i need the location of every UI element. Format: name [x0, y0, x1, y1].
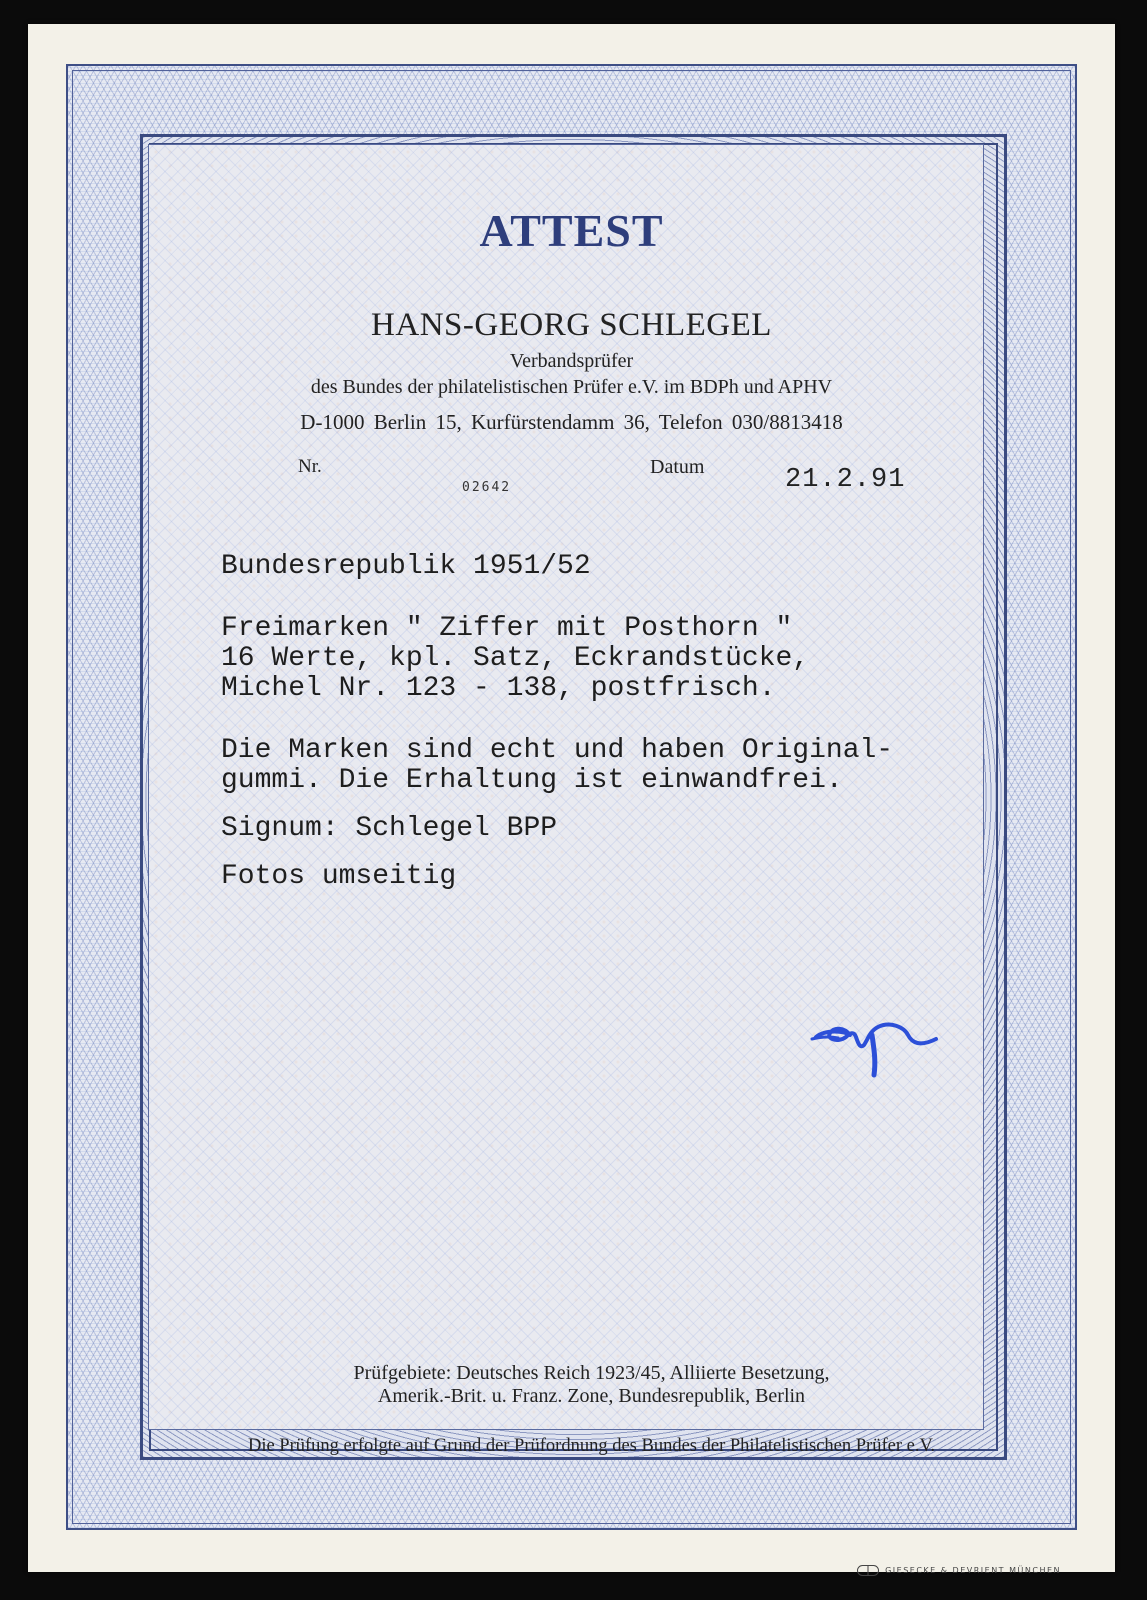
nr-label: Nr. — [298, 456, 322, 477]
address-line: D-1000 Berlin 15, Kurfürstendamm 36, Telefon 030/8813418 — [300, 410, 843, 434]
body-line-issue: Freimarken " Ziffer mit Posthorn " — [221, 613, 793, 644]
document-title: ATTEST — [479, 205, 664, 256]
body-line-condition: gummi. Die Erhaltung ist einwandfrei. — [221, 765, 843, 796]
body-line-genuine: Die Marken sind echt und haben Original- — [221, 735, 894, 766]
printer-name: GIESECKE & DEVRIENT MÜNCHEN — [885, 1566, 1061, 1575]
datum-label: Datum — [650, 456, 705, 478]
body-line-michel: Michel Nr. 123 - 138, postfrisch. — [221, 673, 776, 704]
body-line-values: 16 Werte, kpl. Satz, Eckrandstücke, — [221, 643, 810, 674]
examination-areas-line2: Amerik.-Brit. u. Franz. Zone, Bundesrepublik, Berlin — [377, 1385, 806, 1407]
nr-value: 02642 — [462, 480, 512, 495]
body-line-photos: Fotos umseitig — [221, 861, 457, 892]
guilloche-border — [66, 64, 1077, 1530]
examiner-role: Verbandsprüfer — [509, 350, 634, 372]
certificate-sheet — [28, 24, 1115, 1575]
printer-logo-icon — [857, 1565, 879, 1576]
association-line: des Bundes der philatelistischen Prüfer e.V. im BDPh und APHV — [310, 376, 833, 398]
examination-areas-line1: Prüfgebiete: Deutsches Reich 1923/45, Alliierte Besetzung, — [353, 1362, 830, 1384]
body-line-country: Bundesrepublik 1951/52 — [221, 551, 591, 582]
datum-value: 21.2.91 — [785, 465, 906, 495]
examination-statement: Die Prüfung erfolgte auf Grund der Prüfordnung des Bundes der Philatelistischen Prüfer e.V. — [247, 1436, 936, 1456]
handwritten-signature — [808, 1009, 958, 1089]
examiner-name: HANS-GEORG SCHLEGEL — [371, 307, 772, 343]
printer-imprint — [857, 1565, 1061, 1576]
body-line-signum: Signum: Schlegel BPP — [221, 813, 558, 844]
